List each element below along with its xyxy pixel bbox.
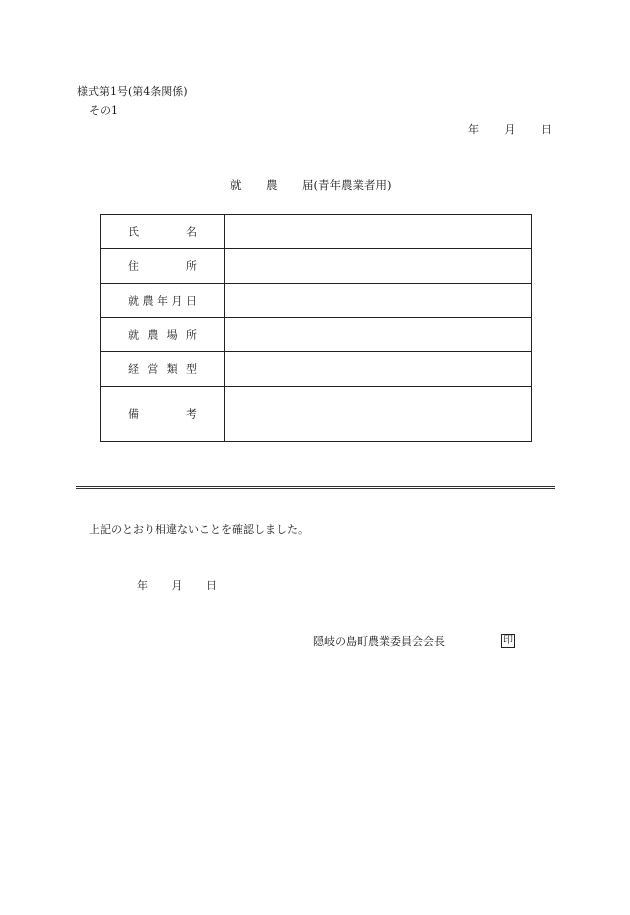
label-char: 類 [166,362,178,376]
date-month-label: 月 [504,123,516,136]
label-cell-address [101,249,225,283]
label-char: 住 [128,259,139,273]
label-char: 農 [147,328,159,341]
confirmation-date [137,580,217,591]
label-cell-name [101,215,225,248]
label-char: 氏 [128,225,139,238]
table-row-farming-start-date [101,284,531,318]
form-number: 様式第1号(第4条関係) [77,85,188,98]
label-char: 就 [128,328,139,341]
label-cell-farming-start-date [101,284,225,317]
label-char: 年 [157,294,168,307]
seal-stamp-box: 印 [503,635,513,646]
business-type-field[interactable] [225,352,531,386]
table-row-remarks [101,387,531,441]
label-cell-business-type [101,352,225,386]
address-field[interactable] [225,249,531,283]
table-row-name [101,215,531,249]
table-row-address [101,249,531,284]
date-year-label: 年 [137,579,148,592]
label-char: 経 [128,362,139,376]
label-char: 考 [186,407,197,421]
label-char: 日 [186,294,197,307]
label-char: 農 [142,294,154,307]
label-char: 名 [186,225,197,238]
signer-title: 隠岐の島町農業委員会会長 [313,635,445,648]
label-char: 型 [185,362,197,376]
date-day-label: 日 [541,123,552,136]
table-row-business-type [101,352,531,387]
label-char: 所 [186,259,197,273]
label-char: 就 [128,294,139,307]
name-field[interactable] [225,215,531,248]
label-char: 営 [147,362,159,376]
date-year-label: 年 [468,123,479,136]
form-sub-label: その1 [89,104,118,117]
submission-date [468,124,552,135]
title-part-2: 農 [266,178,278,192]
label-char: 所 [185,328,197,341]
label-cell-farming-location [101,318,225,351]
label-char: 月 [171,294,183,307]
label-char: 備 [128,407,139,421]
label-cell-remarks [101,387,225,441]
confirmation-text: 上記のとおり相違ないことを確認しました。 [89,523,309,536]
remarks-field[interactable] [225,387,531,441]
farming-notification-table [100,214,532,442]
title-part-1: 就 [230,178,242,192]
farming-location-field[interactable] [225,318,531,351]
table-row-farming-location [101,318,531,352]
title-part-3: 届(青年農業者用) [302,178,392,192]
farming-start-date-field[interactable] [225,284,531,317]
label-char: 場 [166,328,178,341]
date-month-label: 月 [171,579,183,592]
double-rule-divider [76,486,555,489]
date-day-label: 日 [206,579,217,592]
document-title [230,180,391,192]
